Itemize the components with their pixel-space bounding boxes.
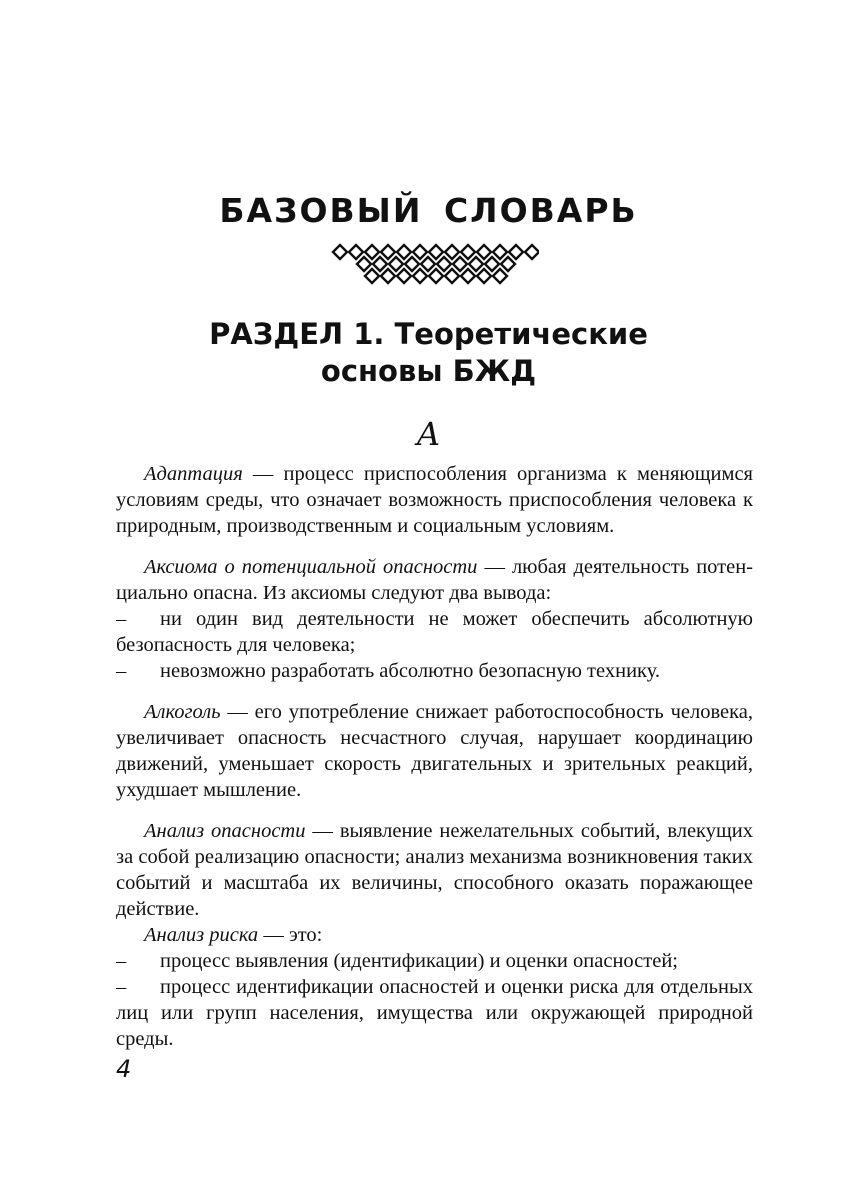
entry-definition: — любая деятельность потенциально опасна. Из аксиомы следуют два вывода: <box>116 556 753 604</box>
page-number: 4 <box>116 1055 132 1083</box>
glossary-entry-alcohol <box>116 699 753 803</box>
entry-term: Анализ опасности <box>144 820 306 842</box>
entry-term: Анализ риска <box>144 924 259 946</box>
section-title-line-1: РАЗДЕЛ 1. Теоретические <box>209 317 648 351</box>
bullet-item <box>116 606 753 658</box>
bullet-item <box>116 974 753 1052</box>
chapter-title: БАЗОВЫЙ СЛОВАРЬ <box>219 191 638 230</box>
dash-marker: – <box>116 950 127 972</box>
letter-heading: А <box>416 415 441 453</box>
entry-term: Адаптация <box>144 463 243 485</box>
entry-term: Аксиома о потенциальной опасности <box>144 556 478 578</box>
entry-definition: — процесс приспособления организма к меняющимся условиям среды, что означает возможность приспособления человека к природным, производственным и социальным условиям. <box>116 463 753 537</box>
dash-marker: – <box>116 608 127 630</box>
section-title <box>0 316 857 390</box>
bullet-item <box>116 658 753 684</box>
dash-marker: – <box>116 976 127 998</box>
glossary-entry-risk-analysis <box>116 922 753 948</box>
glossary-entry-axiom <box>116 554 753 606</box>
section-title-line-2: основы БЖД <box>320 354 537 388</box>
bullet-text: процесс выявления (идентификации) и оценки опасностей; <box>160 950 678 972</box>
bullet-text: ни один вид деятельности не может обеспечить абсолютную безопасность для человека; <box>116 608 753 656</box>
dash-marker: – <box>116 660 127 682</box>
bullet-text: невозможно разработать абсолютно безопасную технику. <box>160 660 661 682</box>
glossary-entry-hazard-analysis <box>116 818 753 922</box>
entry-definition: — это: <box>258 924 323 946</box>
glossary-entry-adaptation <box>116 461 753 539</box>
entry-definition: — его употребление снижает работоспособность человека, увеличивает опасность несчастного случая, нарушает координацию движений, уменьшает скорость двигательных и зрительных реакций, ухудшает мышление. <box>116 701 753 801</box>
bullet-item <box>116 948 753 974</box>
glossary-content <box>116 461 753 1052</box>
bullet-text: процесс идентификации опасностей и оценки риска для отдельных лиц или групп населения, имущества или окружающей природной среды. <box>116 976 753 1050</box>
entry-definition: — выявление нежелательных событий, влекущих за собой реализацию опасности; анализ механизма возникновения таких событий и масштаба их величины, способного оказать поражающее действие. <box>116 820 753 920</box>
entry-term: Алкоголь <box>144 701 221 723</box>
diamond-ornament-icon <box>329 241 539 285</box>
